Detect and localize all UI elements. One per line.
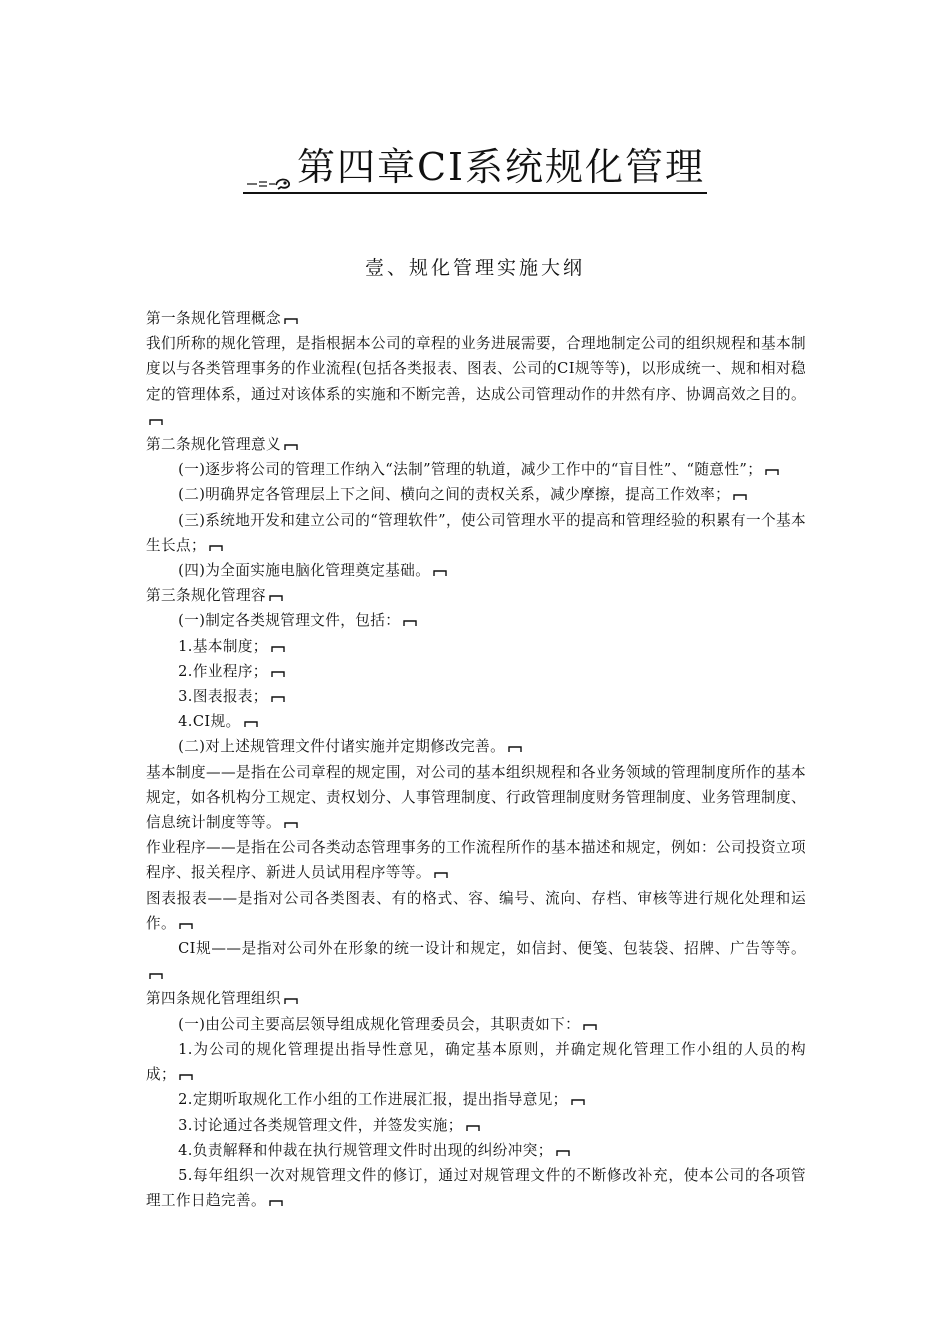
title-block [0,142,950,194]
paragraph-text: (二)对上述规管理文件付诸实施并定期修改完善。 [178,738,506,756]
paragraph [146,886,806,936]
paragraph [146,734,806,759]
paragraph [146,482,806,507]
paragraph-mark-icon [269,594,283,601]
section-heading: 壹、规化管理实施大纲 [364,257,585,279]
paragraph-text: 1.为公司的规化管理提出指导性意见，确定基本原则，并确定规化管理工作小组的人员的构成； [146,1040,806,1084]
paragraph [146,457,806,482]
paragraph-mark-icon [149,418,163,425]
paragraph-mark-icon [209,544,223,551]
paragraph-text: (二)明确界定各管理层上下之间、横向之间的责权关系，减少摩擦，提高工作效率； [178,486,731,504]
paragraph-text: 2.定期听取规化工作小组的工作进展汇报，提出指导意见； [178,1091,568,1109]
paragraph-mark-icon [271,645,285,652]
paragraph [146,835,806,885]
paragraph-text: 第三条规化管理容 [146,587,266,605]
paragraph [146,1037,806,1087]
paragraph [146,760,806,836]
paragraph [146,659,806,684]
paragraph-mark-icon [269,1199,283,1206]
paragraph-mark-icon [556,1149,570,1156]
paragraph-mark-icon [284,821,298,828]
paragraph [146,608,806,633]
paragraph [146,634,806,659]
paragraph-mark-icon [284,997,298,1004]
paragraph-mark-icon [583,1023,597,1030]
paragraph [146,508,806,558]
paragraph-text: 3.图表报表； [178,688,268,706]
paragraph [146,583,806,608]
paragraph-text: 第一条规化管理概念 [146,310,281,327]
paragraph-mark-icon [733,493,747,500]
paragraph-mark-icon [244,720,258,727]
paragraph-text: 1.基本制度； [178,637,268,655]
paragraph [146,1012,806,1037]
paragraph-mark-icon [271,670,285,677]
paragraph [146,1163,806,1213]
paragraph-text: 图表报表——是指对公司各类图表、有的格式、容、编号、流向、存档、审核等进行规化处理和运作。 [146,889,806,932]
paragraph [146,936,806,986]
paragraph-mark-icon [271,695,285,702]
paragraph-text: 3.讨论通过各类规管理文件，并签发实施； [178,1116,463,1134]
paragraph-mark-icon [284,317,298,324]
paragraph-text: (三)系统地开发和建立公司的“管理软件”，使公司管理水平的提高和管理经验的积累有一个基本生长点； [146,511,806,554]
paragraph-mark-icon [571,1098,585,1105]
paragraph-text: (一)由公司主要高层领导组成规化管理委员会，其职责如下： [178,1015,581,1033]
paragraph [146,432,806,457]
paragraph-mark-icon [284,443,298,450]
paragraph [146,306,806,331]
paragraph-text: 基本制度——是指在公司章程的规定围，对公司的基本组织规程和各业务领域的管理制度所作的基本规定，如各机构分工规定、责权划分、人事管理制度、行政管理制度财务管理制度、业务管理制度、信息统计制度等等。 [146,763,806,832]
paragraph-mark-icon [179,1073,193,1080]
paragraph-text: 5.每年组织一次对规管理文件的修订，通过对规管理文件的不断修改补充，使本公司的各项管理工作日趋完善。 [146,1166,806,1210]
paragraph-text: (四)为全面实施电脑化管理奠定基础。 [178,562,431,580]
paragraph-text: 4.负责解释和仲裁在执行规管理文件时出现的纠纷冲突； [178,1141,553,1159]
paragraph [146,1138,806,1163]
heading-anchor-icon [245,170,293,192]
paragraph-mark-icon [149,972,163,979]
paragraph-mark-icon [434,871,448,878]
paragraph-mark-icon [179,922,193,929]
paragraph-text: 我们所称的规化管理，是指根据本公司的章程的业务进展需要，合理地制定公司的组织规程和基本制度以与各类管理事务的作业流程(包括各类报表、图表、公司的CI规等等)，以形成统一、规和相对稳定的管理体系，通过对该体系的实施和不断完善，达成公司管理动作的井然有序、协调高效之目的。 [146,335,806,403]
paragraph-mark-icon [765,468,779,475]
paragraph-mark-icon [403,619,417,626]
paragraph-text: CI规——是指对公司外在形象的统一设计和规定，如信封、便笺、包装袋、招牌、广告等等。 [178,940,806,958]
paragraph-text: (一)逐步将公司的管理工作纳入“法制”管理的轨道，减少工作中的“盲目性”、“随意性”； [178,461,763,479]
paragraph-mark-icon [466,1124,480,1131]
paragraph-mark-icon [508,745,522,752]
paragraph [146,558,806,583]
chapter-title-text: 第四章CI系统规化管理 [296,145,706,189]
document-body [146,306,806,1213]
chapter-title [243,142,707,194]
paragraph-text: 2.作业程序； [178,662,268,680]
paragraph-text: (一)制定各类规管理文件，包括： [178,612,401,630]
paragraph-mark-icon [433,569,447,576]
paragraph-text: 第四条规化管理组织 [146,990,281,1008]
paragraph [146,331,806,432]
paragraph-text: 作业程序——是指在公司各类动态管理事务的工作流程所作的基本描述和规定，例如：公司投资立项程序、报关程序、新进人员试用程序等等。 [146,839,806,882]
paragraph [146,1113,806,1138]
paragraph [146,1087,806,1112]
paragraph [146,684,806,709]
paragraph [146,709,806,734]
paragraph [146,986,806,1011]
paragraph-text: 4.CI规。 [178,713,241,731]
paragraph-text: 第二条规化管理意义 [146,436,281,454]
